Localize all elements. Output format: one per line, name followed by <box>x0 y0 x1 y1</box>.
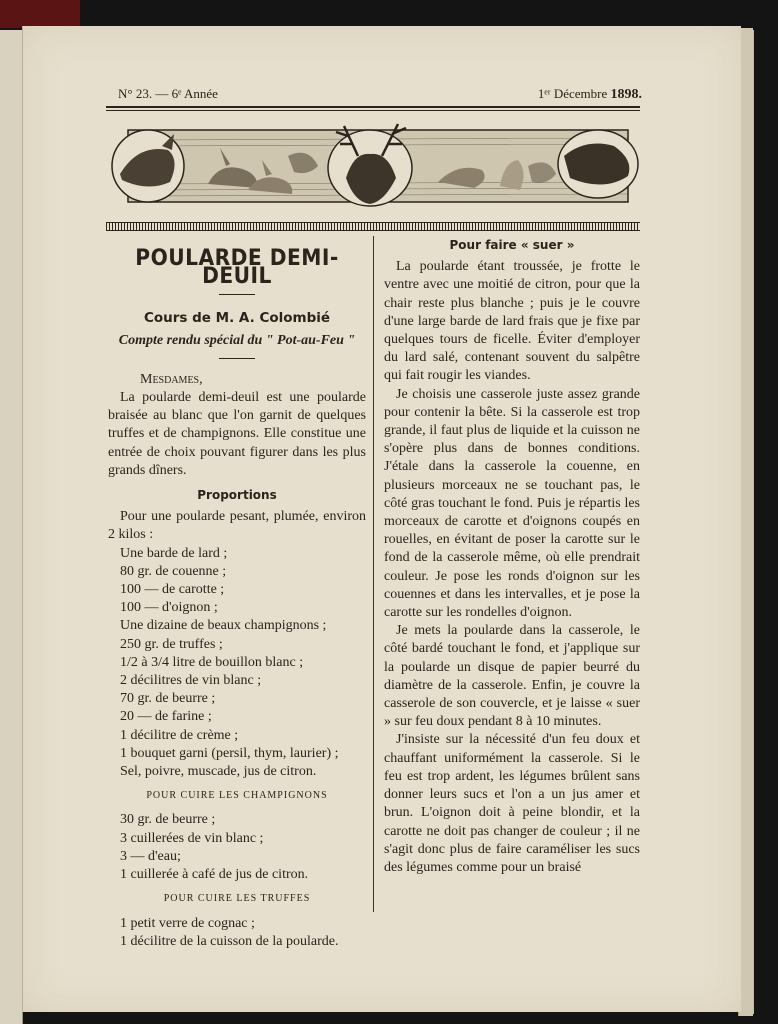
mushrooms-heading: POUR CUIRE LES CHAMPIGNONS <box>146 790 328 802</box>
mushroom-list <box>108 811 366 884</box>
body-paragraph: J'insiste sur la nécessité d'un feu doux et chauffant uniformément la casserole. Si le feu est trop ardent, les légumes brûlent sans donner leurs sucs et l'on a un jus amer et brun. L'oignon doit à peine blondir, et la carotte ne doit pas changer de couleur ; il ne s'agit donc plus de faire caraméliser les sucs des légumes comme pour un braisé <box>384 732 640 875</box>
boar-head-medallion-right <box>558 130 638 198</box>
ingredient-item: 250 gr. de truffes ; <box>120 636 223 652</box>
body-paragraph: La poularde étant troussée, je frotte le ventre avec une moitié de citron, pour que la chair reste plus blanche ; puis je le couvre d'une large barde de lard frais que je fixe par quelques tours de ficelle. Éviter d'employer du lard salé, contenant souvent du salpêtre qui fait rougir les viandes. <box>384 259 640 384</box>
mushroom-item: 3 cuillerées de vin blanc ; <box>120 830 264 846</box>
mushroom-item: 3 — d'eau; <box>120 848 181 864</box>
suer-heading: Pour faire « suer » <box>449 238 575 252</box>
ingredient-item: 100 — d'oignon ; <box>120 600 218 616</box>
truffle-list <box>108 915 366 951</box>
header-rule-thin <box>106 110 640 111</box>
truffle-item: 1 petit verre de cognac ; <box>120 915 255 931</box>
ingredient-item: Une barde de lard ; <box>120 545 228 561</box>
title-rule <box>219 294 255 295</box>
ingredient-item: 100 — de carotte ; <box>120 582 225 598</box>
ingredient-item: 1 bouquet garni (persil, thym, laurier) ; <box>120 745 339 761</box>
proportions-heading: Proportions <box>197 488 277 503</box>
boar-head-medallion-left <box>112 130 184 202</box>
salutation: Mesdames, <box>140 371 203 387</box>
course-byline: Cours de M. A. Colombié <box>143 310 331 327</box>
ingredient-item: Une dizaine de beaux champignons ; <box>120 618 327 634</box>
mushroom-item: 1 cuillerée à café de jus de citron. <box>120 867 309 883</box>
header-rule <box>106 106 640 108</box>
ingredient-list <box>108 545 366 782</box>
truffles-heading: POUR CUIRE LES TRUFFES <box>163 893 311 905</box>
ingredient-item: 1 décilitre de crème ; <box>120 727 239 743</box>
book-edge-left <box>0 30 23 1024</box>
decorative-hatched-rule <box>106 222 640 231</box>
report-credit: Compte rendu spécial du " Pot-au-Feu " <box>118 332 356 348</box>
article-title: POULARDE DEMI-DEUIL <box>135 246 339 290</box>
game-animals-engraving <box>108 116 640 216</box>
ingredient-item: Sel, poivre, muscade, jus de citron. <box>120 764 317 780</box>
truffle-item: 1 décilitre de la cuisson de la poularde. <box>120 933 339 949</box>
ingredient-item: 80 gr. de couenne ; <box>120 563 227 579</box>
book-edge-top <box>0 0 80 28</box>
proportions-intro: Pour une poularde pesant, plumée, environ 2 kilos : <box>108 509 366 543</box>
column-divider <box>373 236 374 912</box>
issue-date: 1ᵉʳ Décembre 1898. <box>537 86 642 102</box>
intro-paragraph: La poularde demi-deuil est une poularde braisée au blanc que l'on garnit de quelques truffes et de champignons. Elle constitue une entrée de choix pouvant figurer dans les plus grands dîners. <box>108 390 366 478</box>
ingredient-item: 1/2 à 3/4 litre de bouillon blanc ; <box>120 654 304 670</box>
mushroom-item: 30 gr. de beurre ; <box>120 812 216 828</box>
body-paragraph: Je mets la poularde dans la casserole, le côté bardé touchant le fond, et j'applique sur la poularde un disque de papier beurré du diamètre de la casserole. Enfin, je couvre la casserole de son couvercle, et je laisse « suer » sur feu doux pendant 8 à 10 minutes. <box>384 623 640 730</box>
issue-number: N° 23. — 6ᵉ Année <box>118 86 218 101</box>
byline-rule <box>219 358 255 359</box>
left-column <box>108 236 366 951</box>
right-column <box>384 236 640 877</box>
ingredient-item: 20 — de farine ; <box>120 709 212 725</box>
body-paragraph: Je choisis une casserole juste assez grande pour contenir la bête. Si la casserole est trop grande, il faut plus de liquide et la cuisson ne s'opère plus dans de bonnes conditions. J'étale dans la casserole la couenne, en plusieurs morceaux ne se touchant pas, le côté gras touchant le fond. Puis je répartis les morceaux de carotte et d'oignons coupés en rouelles, en évitant de poser la carotte sur le fond de la casserole même, où elle prendrait couleur. Je pose les ronds d'oignon sur les couennes et dans les intervalles, et je pose la carotte sur les rondelles d'oignon. <box>384 386 640 621</box>
ingredient-item: 70 gr. de beurre ; <box>120 691 216 707</box>
ingredient-item: 2 décilitres de vin blanc ; <box>120 673 262 689</box>
